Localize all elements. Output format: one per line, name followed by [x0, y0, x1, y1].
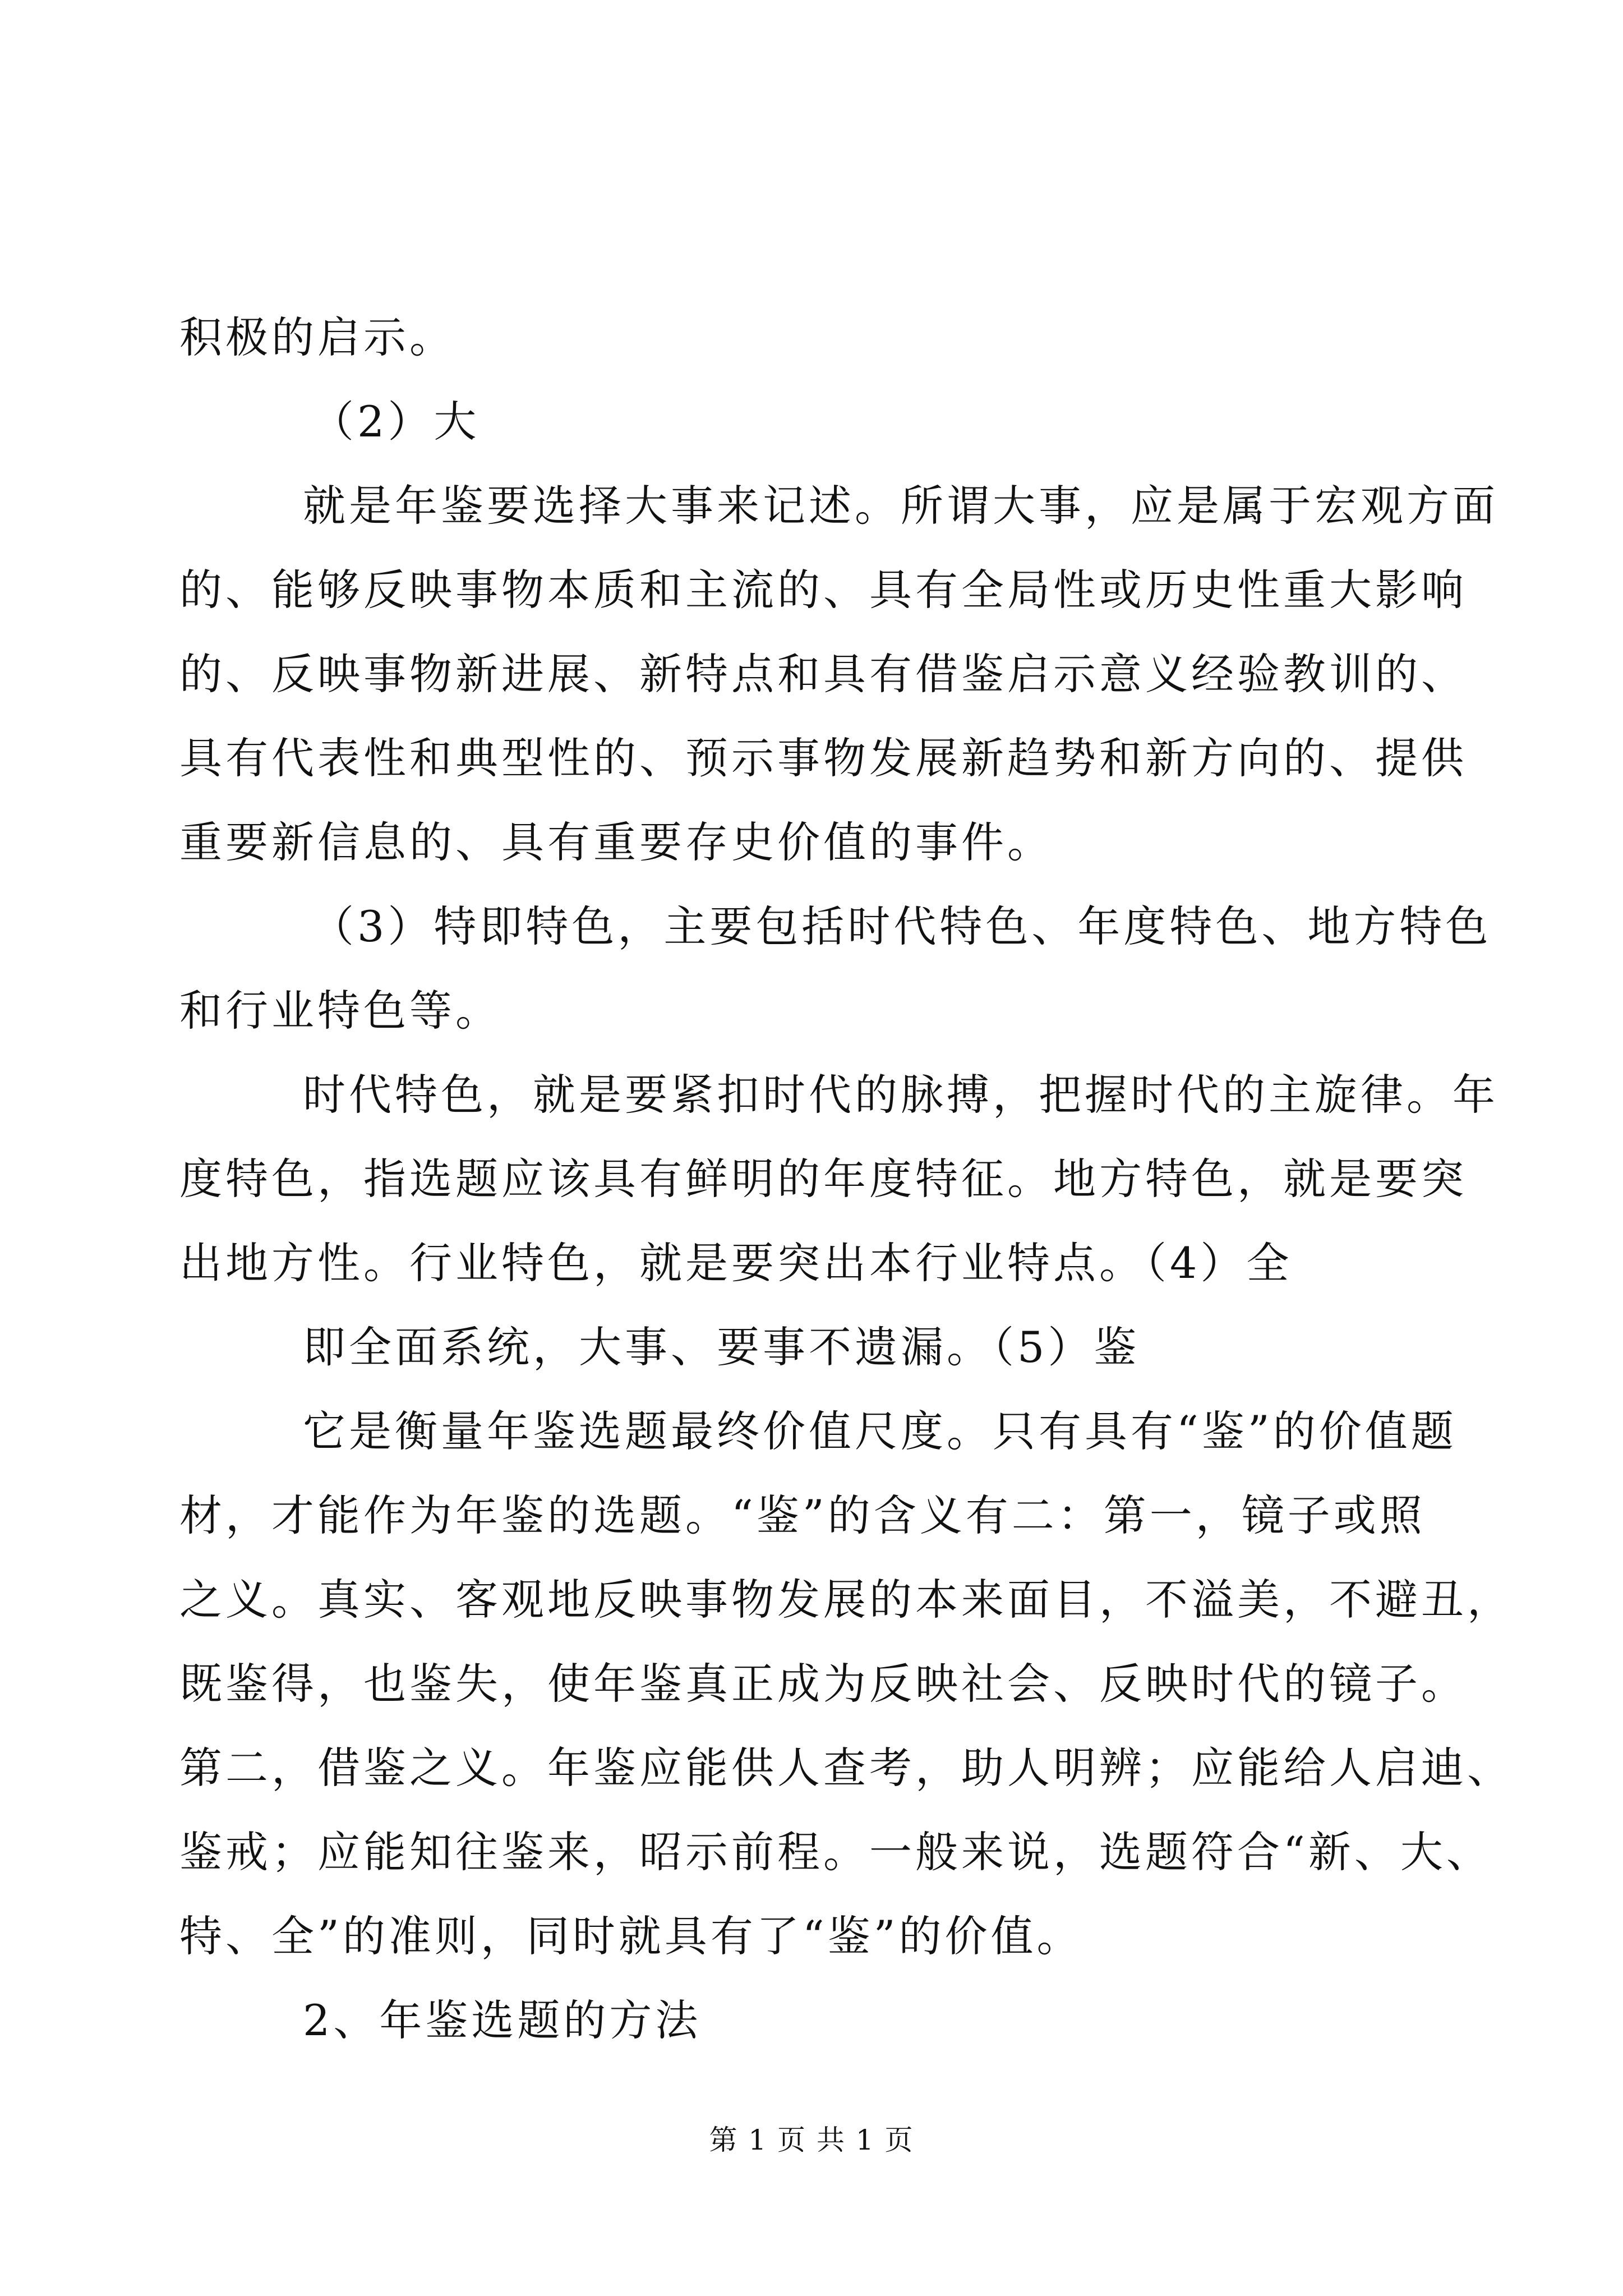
text-line-14: 它是衡量年鉴选题最终价值尺度。只有具有“鉴”的价值题 — [303, 1406, 1457, 1456]
text-line-13: 即全面系统，大事、要事不遗漏。（5）鉴 — [303, 1322, 1140, 1372]
text-line-7: 重要新信息的、具有重要存史价值的事件。 — [179, 817, 1053, 867]
text-line-8: （3）特即特色，主要包括时代特色、年度特色、地方特色 — [311, 901, 1492, 951]
text-line-20: 特、全”的准则，同时就具有了“鉴”的价值。 — [179, 1911, 1083, 1961]
text-line-3: 就是年鉴要选择大事来记述。所谓大事，应是属于宏观方面 — [303, 481, 1498, 531]
text-line-2: （2）大 — [311, 397, 480, 447]
text-line-5: 的、反映事物新进展、新特点和具有借鉴启示意义经验教训的、 — [179, 649, 1467, 699]
page-footer: 第 1 页 共 1 页 — [709, 2124, 914, 2156]
text-line-17: 既鉴得，也鉴失，使年鉴真正成为反映社会、反映时代的镜子。 — [179, 1659, 1467, 1709]
text-line-12: 出地方性。行业特色，就是要突出本行业特点。（4）全 — [179, 1238, 1293, 1288]
text-line-15: 材，才能作为年鉴的选题。“鉴”的含义有二：第一，镜子或照 — [179, 1490, 1426, 1540]
text-line-1: 积极的启示。 — [179, 312, 455, 362]
text-line-19: 鉴戒；应能知往鉴来，昭示前程。一般来说，选题符合“新、大、 — [179, 1827, 1492, 1877]
text-line-10: 时代特色，就是要紧扣时代的脉搏，把握时代的主旋律。年 — [303, 1070, 1498, 1120]
text-line-4: 的、能够反映事物本质和主流的、具有全局性或历史性重大影响 — [179, 565, 1467, 615]
text-line-11: 度特色，指选题应该具有鲜明的年度特征。地方特色，就是要突 — [179, 1154, 1467, 1204]
text-line-9: 和行业特色等。 — [179, 986, 501, 1036]
text-line-21: 2、年鉴选题的方法 — [303, 1995, 702, 2045]
text-line-16: 之义。真实、客观地反映事物发展的本来面目，不溢美，不避丑， — [179, 1575, 1513, 1625]
text-line-6: 具有代表性和典型性的、预示事物发展新趋势和新方向的、提供 — [179, 733, 1467, 783]
text-line-18: 第二，借鉴之义。年鉴应能供人查考，助人明辨；应能给人启迪、 — [179, 1743, 1513, 1793]
